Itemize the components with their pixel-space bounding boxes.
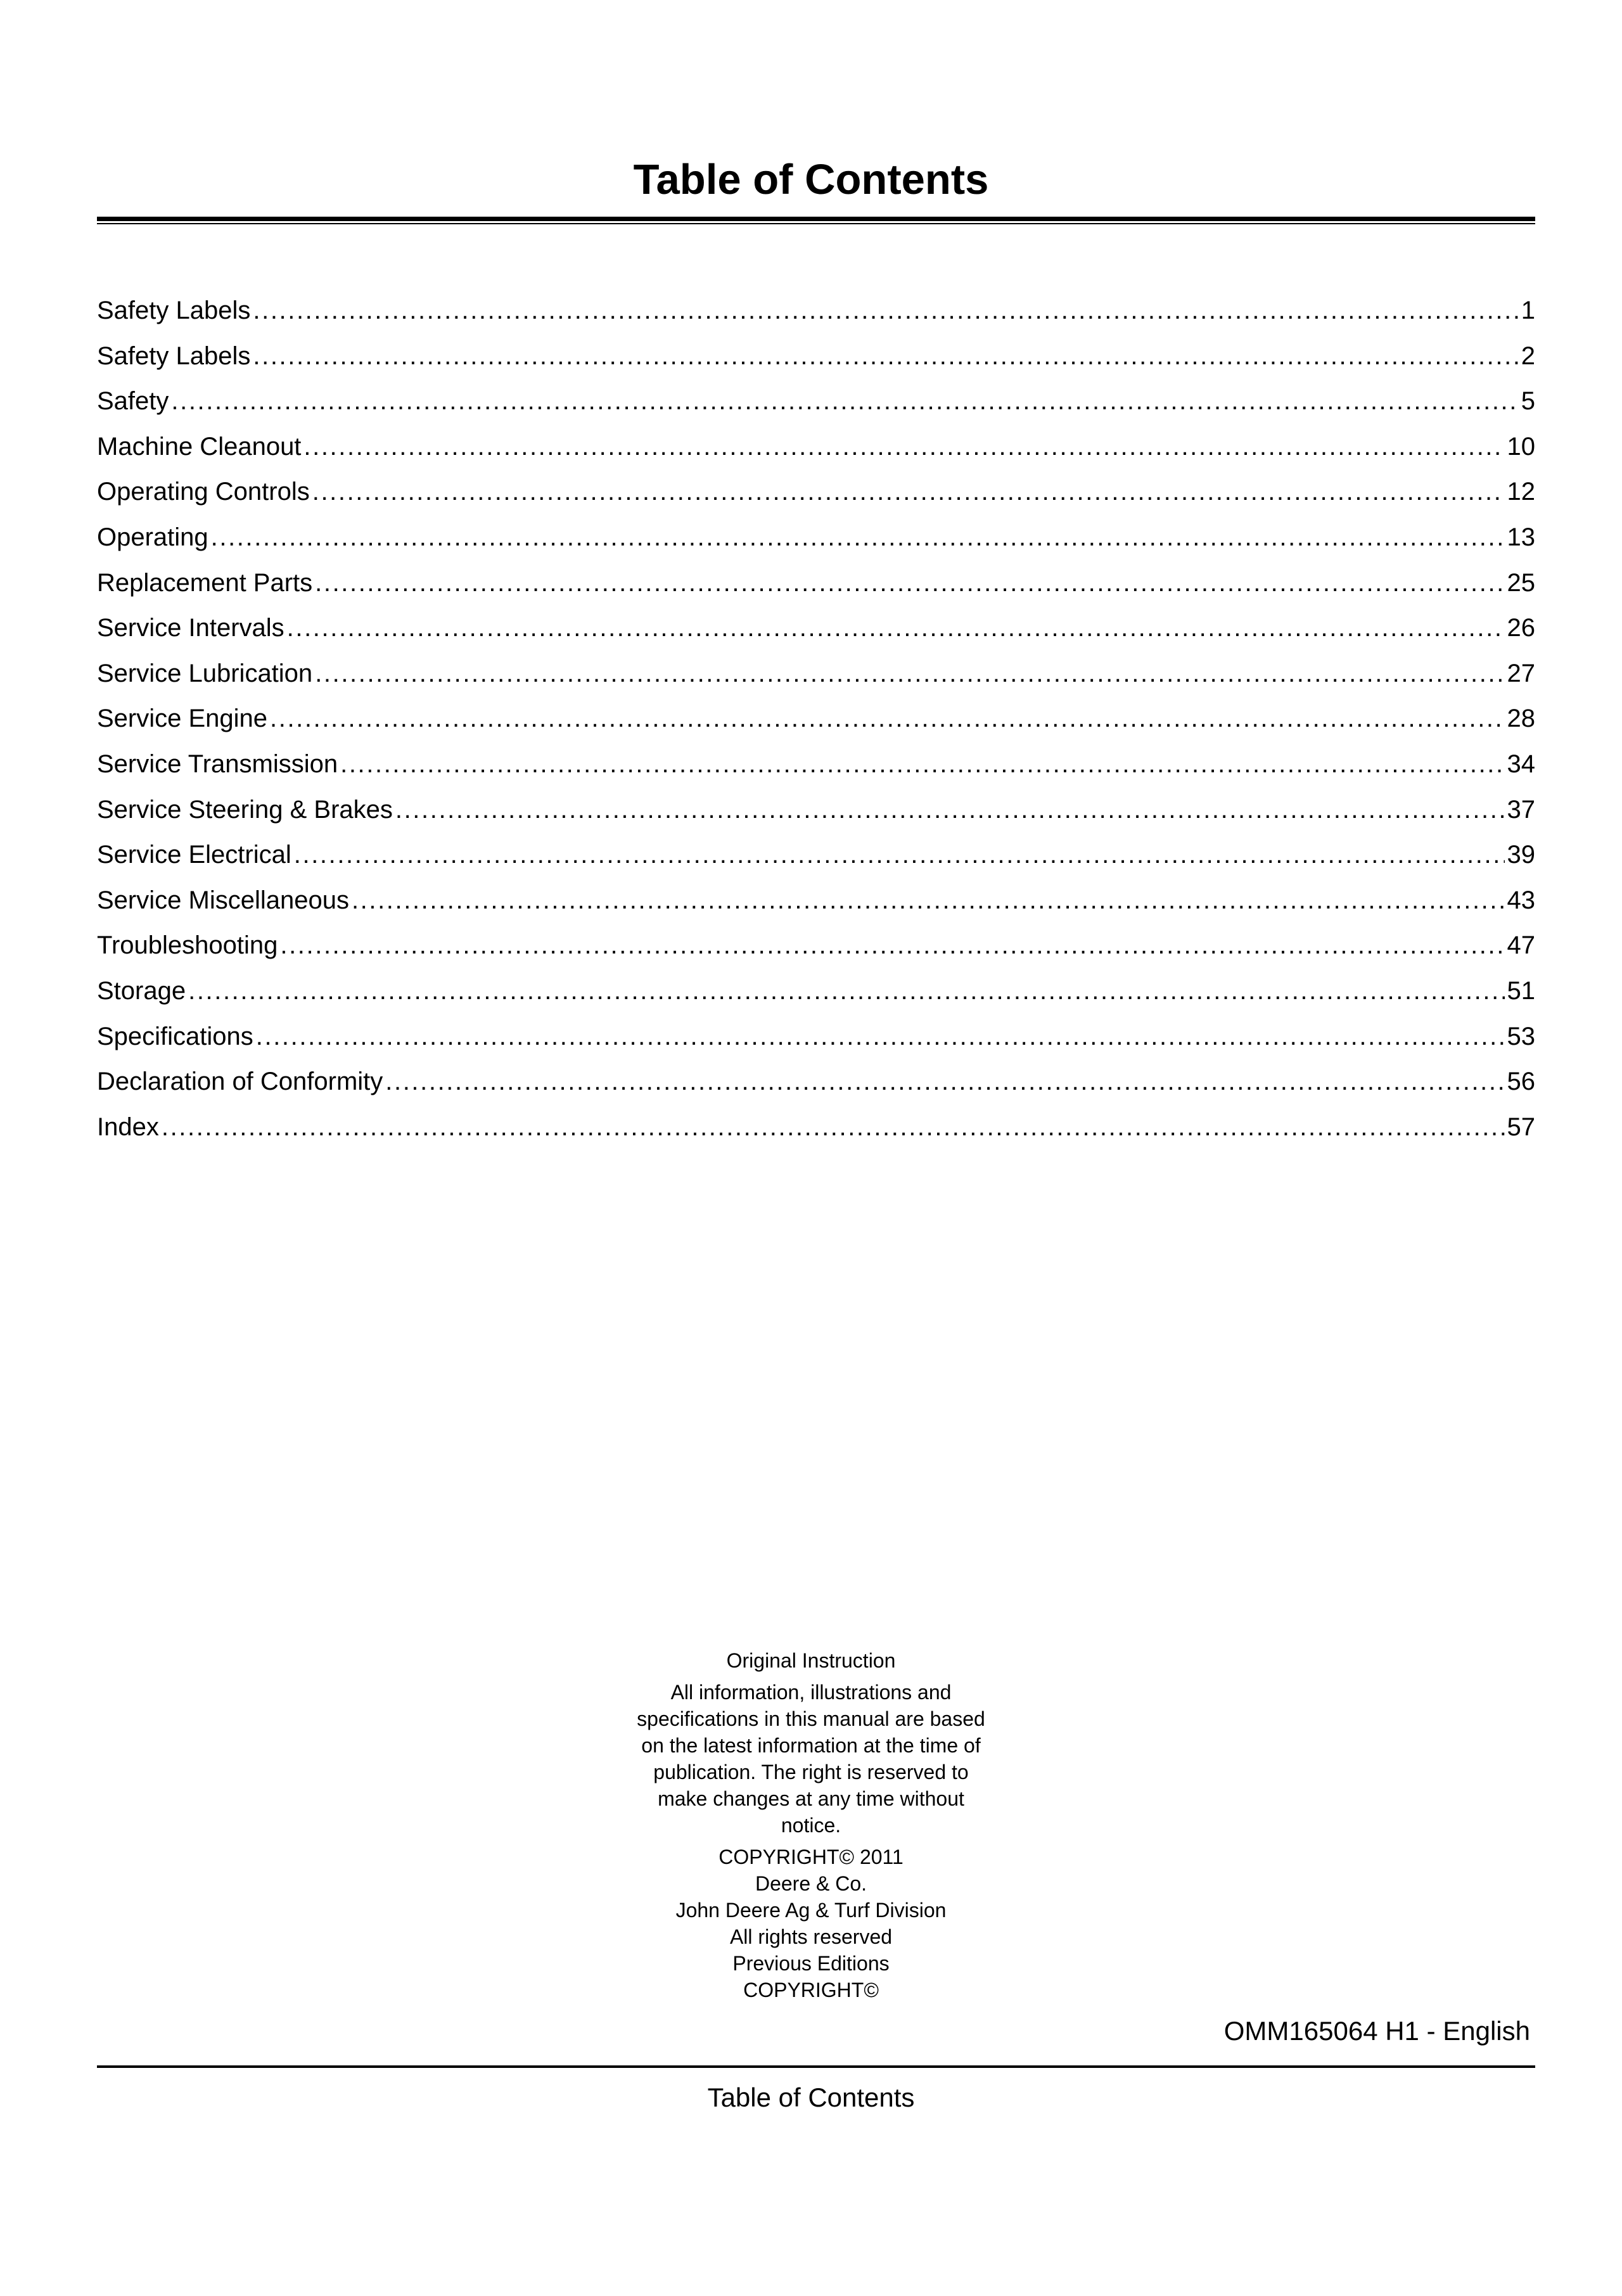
toc-list [97,288,1535,1150]
notice-body-line: notice. [781,1814,841,1837]
toc-entry-label: Troubleshooting [97,931,278,960]
toc-dot-leader [315,561,1504,606]
toc-entry-label: Declaration of Conformity [97,1068,383,1096]
copyright-line: COPYRIGHT© 2011 [718,1846,904,1868]
toc-dot-leader [270,696,1504,742]
toc-entry[interactable] [97,878,1535,924]
toc-dot-leader [315,651,1504,697]
toc-dot-leader [162,1105,1505,1151]
toc-entry-page: 37 [1507,795,1535,824]
toc-dot-leader [395,788,1505,833]
page-title: Table of Contents [633,156,989,203]
toc-dot-leader [253,334,1518,379]
toc-entry[interactable] [97,515,1535,561]
toc-entry[interactable] [97,742,1535,788]
toc-entry-page: 26 [1507,614,1535,642]
document-id: OMM165064 H1 - English [1223,2016,1530,2046]
copyright-line: John Deere Ag & Turf Division [675,1899,947,1922]
toc-entry-label: Service Engine [97,705,268,733]
toc-entry-label: Service Electrical [97,841,291,869]
toc-dot-leader [294,832,1505,878]
toc-entry[interactable] [97,696,1535,742]
toc-entry[interactable] [97,379,1535,424]
toc-entry-label: Specifications [97,1022,253,1050]
toc-dot-leader [211,515,1505,561]
notice-body-line: make changes at any time without [658,1787,964,1810]
toc-entry[interactable] [97,969,1535,1014]
toc-entry[interactable] [97,469,1535,515]
toc-entry-label: Safety Labels [97,341,251,370]
toc-dot-leader [188,969,1504,1014]
toc-entry-page: 13 [1507,523,1535,551]
title-rule-thin [97,223,1535,224]
notice-heading: Original Instruction [726,1649,896,1672]
toc-entry-label: Index [97,1113,159,1141]
toc-entry-page: 25 [1507,568,1535,597]
copyright-line: All rights reserved [729,1925,893,1948]
copyright-block [621,1844,1001,2003]
notice-body-line: All information, illustrations and [670,1681,952,1704]
toc-entry[interactable] [97,561,1535,606]
toc-entry[interactable] [97,1014,1535,1060]
toc-entry-label: Safety Labels [97,297,251,324]
toc-dot-leader [280,923,1504,969]
toc-entry-label: Service Miscellaneous [97,886,349,914]
title-rule-thick [97,217,1535,221]
notice-body [621,1679,1001,1839]
toc-dot-leader [253,288,1518,334]
toc-entry[interactable] [97,832,1535,878]
toc-entry-page: 27 [1507,659,1535,687]
toc-entry-page: 53 [1507,1022,1535,1050]
toc-entry-page: 28 [1507,705,1535,733]
toc-entry-page: 56 [1507,1068,1535,1096]
toc-entry-page: 12 [1507,478,1535,506]
toc-entry[interactable] [97,923,1535,969]
toc-dot-leader [312,469,1505,515]
copyright-line: COPYRIGHT© [743,1979,879,2001]
copyright-line: Deere & Co. [755,1872,867,1895]
toc-dot-leader [256,1014,1505,1060]
toc-entry[interactable] [97,606,1535,651]
toc-dot-leader [171,379,1518,424]
toc-entry-label: Machine Cleanout [97,432,302,461]
footer-rule [97,2065,1535,2068]
toc-entry[interactable] [97,651,1535,697]
running-footer: Table of Contents [707,2082,915,2112]
toc-entry-label: Service Transmission [97,749,338,778]
toc-entry[interactable] [97,1105,1535,1151]
toc-entry-page: 10 [1507,432,1535,461]
toc-entry-label: Operating Controls [97,478,310,506]
toc-entry-label: Service Lubrication [97,659,313,687]
toc-entry-page: 34 [1507,749,1535,778]
toc-dot-leader [385,1059,1504,1105]
toc-entry-label: Safety [97,387,169,416]
toc-entry-page: 43 [1507,886,1535,914]
publication-notice [621,1647,1001,2003]
toc-entry-page: 1 [1521,297,1535,324]
copyright-line: Previous Editions [732,1952,890,1975]
notice-body-line: publication. The right is reserved to [653,1761,969,1783]
toc-entry-page: 51 [1507,976,1535,1005]
toc-dot-leader [352,878,1505,924]
toc-entry-label: Service Intervals [97,614,284,642]
toc-entry-page: 47 [1507,931,1535,960]
toc-entry-label: Operating [97,523,208,551]
toc-entry[interactable] [97,788,1535,833]
toc-entry[interactable] [97,334,1535,379]
toc-dot-leader [287,606,1505,651]
toc-dot-leader [303,424,1504,470]
toc-entry-page: 57 [1507,1113,1535,1141]
toc-entry-page: 5 [1521,387,1535,416]
notice-body-line: on the latest information at the time of [641,1734,981,1757]
toc-entry-page: 2 [1521,341,1535,370]
notice-body-line: specifications in this manual are based [637,1707,985,1730]
toc-dot-leader [340,742,1504,788]
toc-entry[interactable] [97,288,1535,334]
toc-entry[interactable] [97,1059,1535,1105]
toc-entry-label: Service Steering & Brakes [97,795,393,824]
toc-entry[interactable] [97,424,1535,470]
toc-entry-label: Storage [97,976,186,1005]
toc-entry-page: 39 [1507,841,1535,869]
toc-entry-label: Replacement Parts [97,568,313,597]
